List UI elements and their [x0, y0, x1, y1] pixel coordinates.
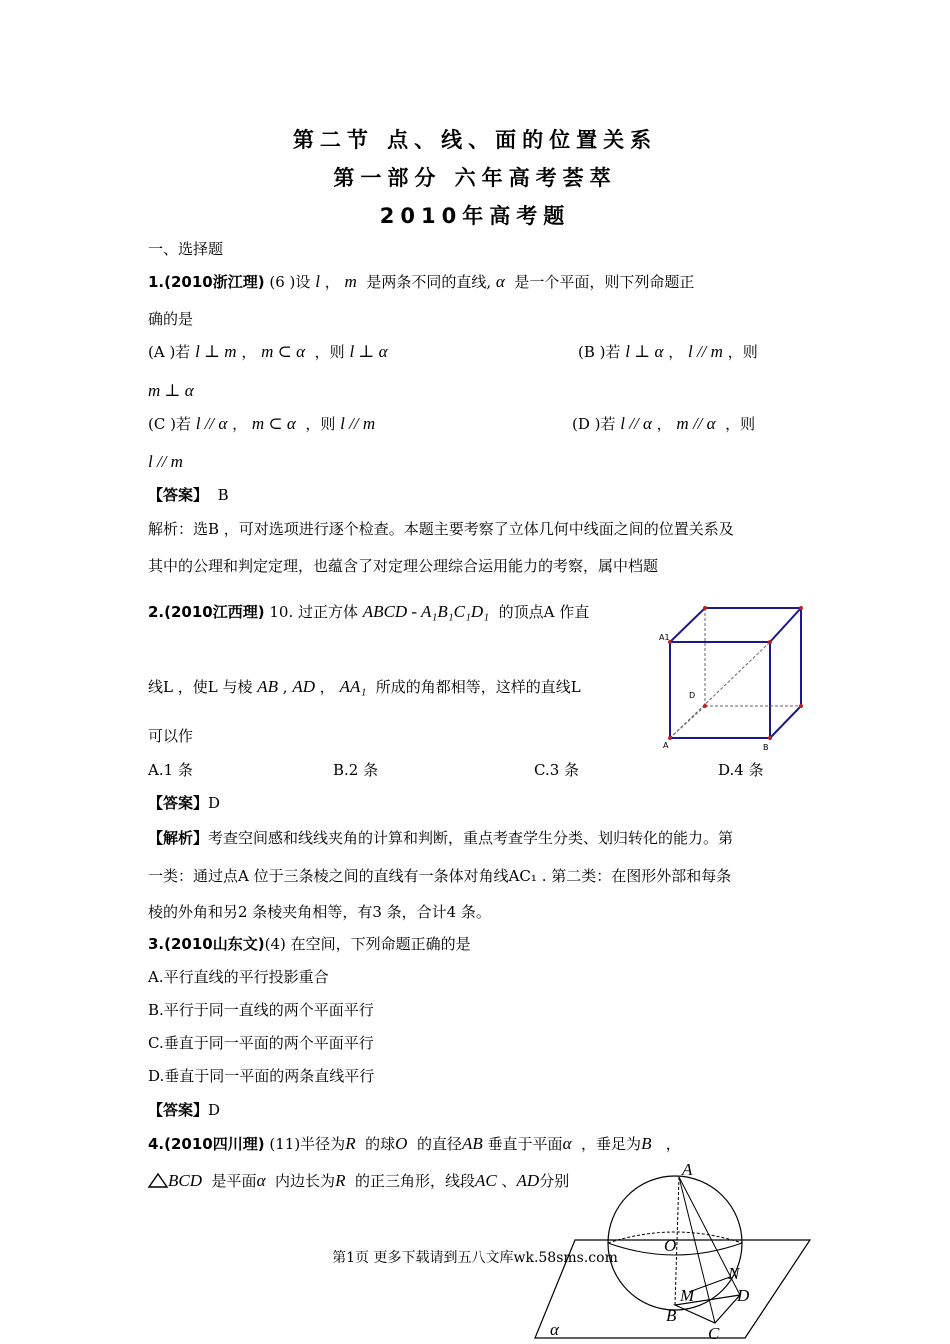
q2-option-b: B.2 条: [333, 761, 379, 779]
q1-option-b: (B )若 l ⊥ α ， l // m ，则: [578, 342, 758, 361]
label-n: N: [728, 1264, 740, 1283]
q2-explanation-1: 【解析】考查空间感和线线夹角的计算和判断，重点考查学生分类、划归转化的能力。第: [148, 829, 734, 847]
q2-answer: 【答案】D: [148, 794, 221, 812]
q3-option-c: C.垂直于同一平面的两个平面平行: [148, 1034, 374, 1052]
q2-option-d: D.4 条: [718, 761, 764, 779]
cube-hidden-edge: [670, 642, 770, 738]
q1-source: (2010浙江理): [164, 273, 265, 291]
cube-vertex: [703, 606, 707, 610]
q2-option-c: C.3 条: [534, 761, 580, 779]
q1-option-d: (D )若 l // α ， m // α ，则: [572, 414, 756, 433]
q2-stem-line1: 2.(2010江西理) 10. 过正方体 ABCD - A₁B₁C₁D₁ 的顶点A 作直: [148, 602, 590, 621]
q1-option-a: (A )若 l ⊥ m ， m ⊂ α ，则 l ⊥ α: [148, 342, 388, 361]
year-title: 2010年高考题: [379, 204, 571, 228]
q3-stem: 3.(2010山东文)(4) 在空间，下列命题正确的是: [148, 935, 471, 953]
q1-explanation-2: 其中的公理和判定定理，也蕴含了对定理公理综合运用能力的考察，属中档题: [148, 557, 659, 575]
q3-option-b: B.平行于同一直线的两个平面平行: [148, 1001, 374, 1019]
q1-number: 1.: [148, 273, 165, 291]
q4-source: (2010四川理): [164, 1135, 265, 1153]
q2-explanation-3: 棱的外角和另2 条棱夹角相等，有3 条，合计4 条。: [148, 903, 491, 921]
q2-option-a: A.1 条: [148, 761, 193, 779]
label-d: D: [737, 1286, 750, 1305]
label-c: C: [708, 1324, 720, 1343]
q3-answer: 【答案】D: [148, 1101, 221, 1119]
q2-stem-line2: 线L ，使L 与棱 AB , AD ， AA₁ 所成的角都相等，这样的直线L: [148, 677, 581, 696]
cube-edge: [770, 706, 801, 738]
q1-stem-line2: 确的是: [148, 310, 194, 328]
q4-stem-line2: BCD 是平面α 内边长为R 的正三角形，线段AC 、AD分别: [148, 1171, 569, 1191]
cube-vertex: [768, 736, 772, 740]
cube-edge: [770, 608, 801, 642]
cube-label-b: B: [763, 743, 769, 752]
cube-vertex: [703, 704, 707, 708]
cube-vertex: [768, 640, 772, 644]
q1-option-c: (C )若 l // α ， m ⊂ α ，则 l // m: [148, 414, 376, 433]
label-m: M: [680, 1286, 695, 1305]
q1-stem-line1: 1.(2010浙江理) (6 )设 l ， m 是两条不同的直线, α 是一个平面，则下列命题正: [148, 272, 695, 291]
label-b: B: [666, 1306, 677, 1325]
q1-answer: 【答案】 B: [148, 486, 229, 504]
cube-vertex: [799, 606, 803, 610]
q3-source: (2010山东文): [164, 935, 265, 953]
cube-vertex: [799, 704, 803, 708]
cube-label-a1: A1: [659, 633, 670, 642]
q1-explanation-1: 解析：选B ，可对选项进行逐个检查。本题主要考察了立体几何中线面之间的位置关系及: [148, 520, 734, 538]
cube-label-d: D: [689, 691, 696, 700]
q2-explanation-2: 一类：通过点A 位于三条棱之间的直线有一条体对角线AC₁ . 第二类：在图形外部和每条: [148, 867, 732, 885]
section-title: 第二节 点、线、面的位置关系: [292, 128, 658, 152]
cube-figure: [655, 598, 815, 758]
q2-stem-line3: 可以作: [148, 727, 194, 745]
cube-vertex: [668, 736, 672, 740]
triangle-icon: [148, 1172, 168, 1188]
q1-option-b-cont: m ⊥ α: [148, 381, 194, 400]
section-heading: 一、选择题: [148, 240, 224, 258]
cube-edge: [670, 608, 705, 642]
q1-option-d-cont: l // m: [148, 452, 183, 471]
q3-option-a: A.平行直线的平行投影重合: [148, 968, 329, 986]
segment-mn: [689, 1277, 730, 1292]
label-o: O: [664, 1236, 677, 1255]
q4-stem-line1: 4.(2010四川理) (11)半径为R 的球O 的直径AB 垂直于平面α ，垂足为B ，: [148, 1134, 681, 1153]
page-footer: 第1页 更多下载请到五八文库wk.58sms.com: [332, 1250, 618, 1266]
part-title: 第一部分 六年高考荟萃: [333, 166, 617, 190]
label-alpha: α: [550, 1320, 559, 1339]
cube-label-a: A: [663, 741, 669, 750]
label-a: A: [682, 1160, 693, 1179]
q2-source: (2010江西理): [164, 603, 265, 621]
q3-option-d: D.垂直于同一平面的两条直线平行: [148, 1067, 375, 1085]
